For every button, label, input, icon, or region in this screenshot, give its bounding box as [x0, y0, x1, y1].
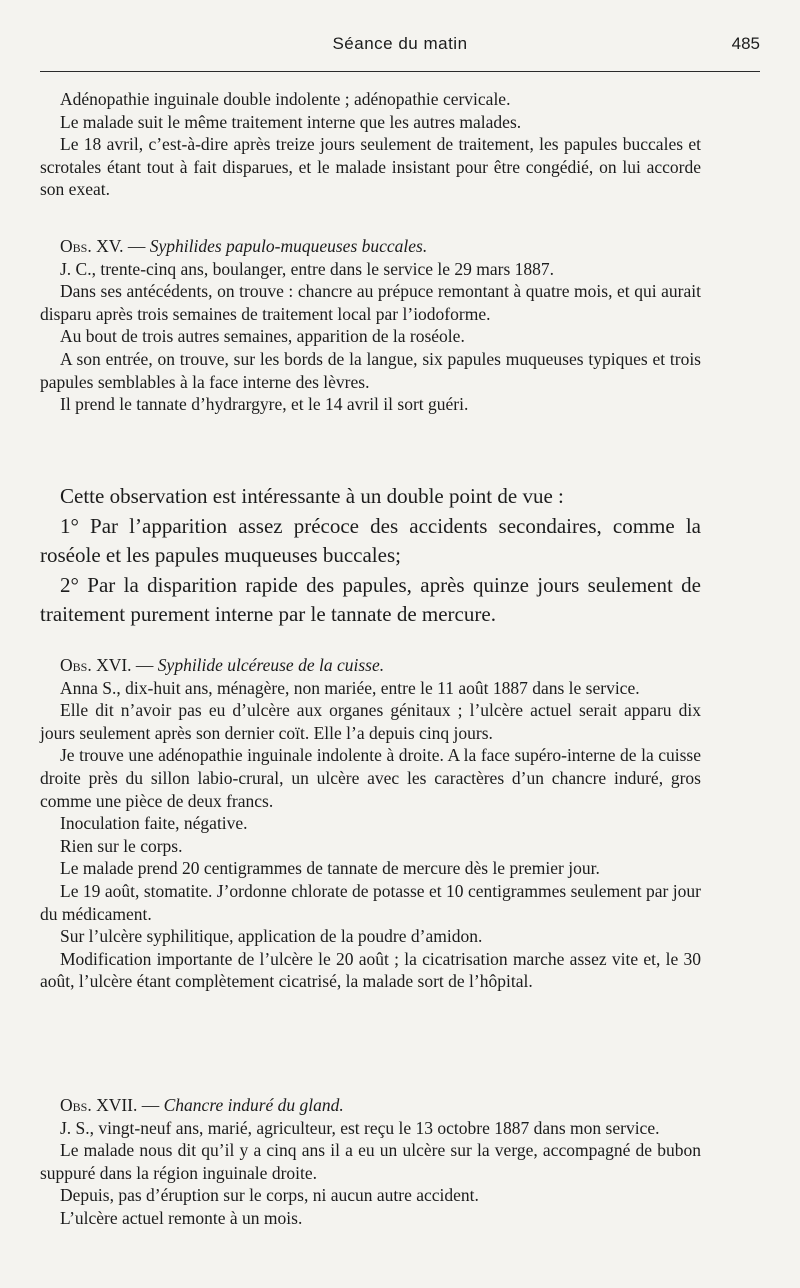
paragraph: A son entrée, on trouve, sur les bords de la langue, six papules muqueuses typiques et trois papules semblables à la face interne des lèvres. [40, 348, 701, 392]
observation-xvi [40, 654, 701, 993]
continued-observation [40, 88, 701, 201]
observation-heading [40, 1094, 701, 1117]
paragraph: Depuis, pas d’éruption sur le corps, ni aucun autre accident. [60, 1185, 479, 1206]
observation-label: Obs. XVII. [60, 1095, 138, 1115]
heading-dash: — [131, 655, 158, 675]
paragraph: J. S., vingt-neuf ans, marié, agriculteur, est reçu le 13 octobre 1887 dans mon service. [60, 1117, 660, 1138]
header-rule [40, 71, 760, 72]
paragraph: Modification importante de l’ulcère le 20 août ; la cicatrisation marche assez vite et, le 30 août, l’ulcère étant complètement cicatrisé, la malade sort de l’hôpital. [40, 948, 701, 992]
heading-dash: — [123, 236, 150, 256]
paragraph: Je trouve une adénopathie inguinale indolente à droite. A la face supéro-interne de la cuisse droite près du sillon labio-crural, un ulcère avec les caractères d’un chancre induré, gros comme une pièce de deux francs. [40, 745, 701, 811]
paragraph: Dans ses antécédents, on trouve : chancre au prépuce remontant à quatre mois, et qui aurait disparu après trois semaines de traitement local par l’iodoforme. [40, 281, 701, 324]
observation-title: Syphilide ulcéreuse de la cuisse. [157, 655, 385, 675]
paragraph: Le malade prend 20 centigrammes de tannate de mercure dès le premier jour. [60, 858, 600, 879]
observation-xv [40, 235, 701, 416]
paragraph: Le 18 avril, c’est-à-dire après treize jours seulement de traitement, les papules buccales et scrotales étant tout à fait disparues, et le malade insistant pour être congédié, on lui accorde son exeat. [40, 134, 701, 200]
paragraph: J. C., trente-cinq ans, boulanger, entre dans le service le 29 mars 1887. [60, 258, 555, 279]
heading-dash: — [137, 1095, 164, 1115]
paragraph: Le malade nous dit qu’il y a cinq ans il a eu un ulcère sur la verge, accompagné de bubon suppuré dans la région inguinale droite. [40, 1140, 701, 1183]
observation-heading [40, 654, 701, 677]
commentary-paragraph: 1° Par l’apparition assez précoce des accidents secondaires, comme la roséole et les papules muqueuses buccales; [40, 513, 701, 567]
paragraph: Il prend le tannate d’hydrargyre, et le 14 avril il sort guéri. [60, 394, 469, 415]
paragraph: Le 19 août, stomatite. J’ordonne chlorate de potasse et 10 centigrammes seulement par jour du médicament. [40, 880, 701, 924]
paragraph: Rien sur le corps. [60, 835, 183, 856]
observation-title: Chancre induré du gland. [163, 1095, 344, 1115]
commentary [40, 482, 701, 630]
page-header [40, 34, 760, 58]
commentary-paragraph: Cette observation est intéressante à un double point de vue : [60, 484, 564, 508]
paragraph: L’ulcère actuel remonte à un mois. [60, 1207, 303, 1228]
observation-label: Obs. XVI. [60, 655, 132, 675]
observation-heading [40, 235, 701, 258]
paragraph: Elle dit n’avoir pas eu d’ulcère aux organes génitaux ; l’ulcère actuel serait apparu dix jours seulement après son dernier coït. Elle l’a depuis cinq jours. [40, 700, 701, 743]
paragraph: Le malade suit le même traitement interne que les autres malades. [60, 111, 522, 132]
observation-title: Syphilides papulo-muqueuses buccales. [149, 236, 428, 256]
paragraph: Sur l’ulcère syphilitique, application de la poudre d’amidon. [60, 926, 483, 947]
page-number: 485 [731, 34, 760, 53]
paragraph: Au bout de trois autres semaines, apparition de la roséole. [60, 326, 465, 347]
commentary-paragraph: 2° Par la disparition rapide des papules, après quinze jours seulement de traitement purement interne par le tannate de mercure. [40, 572, 701, 626]
paragraph: Adénopathie inguinale double indolente ; adénopathie cervicale. [60, 89, 511, 109]
paragraph: Anna S., dix-huit ans, ménagère, non mariée, entre le 11 août 1887 dans le service. [60, 677, 640, 698]
observation-xvii [40, 1094, 701, 1230]
running-title: Séance du matin [332, 34, 468, 53]
paragraph: Inoculation faite, négative. [60, 813, 248, 834]
observation-label: Obs. XV. [60, 236, 124, 256]
